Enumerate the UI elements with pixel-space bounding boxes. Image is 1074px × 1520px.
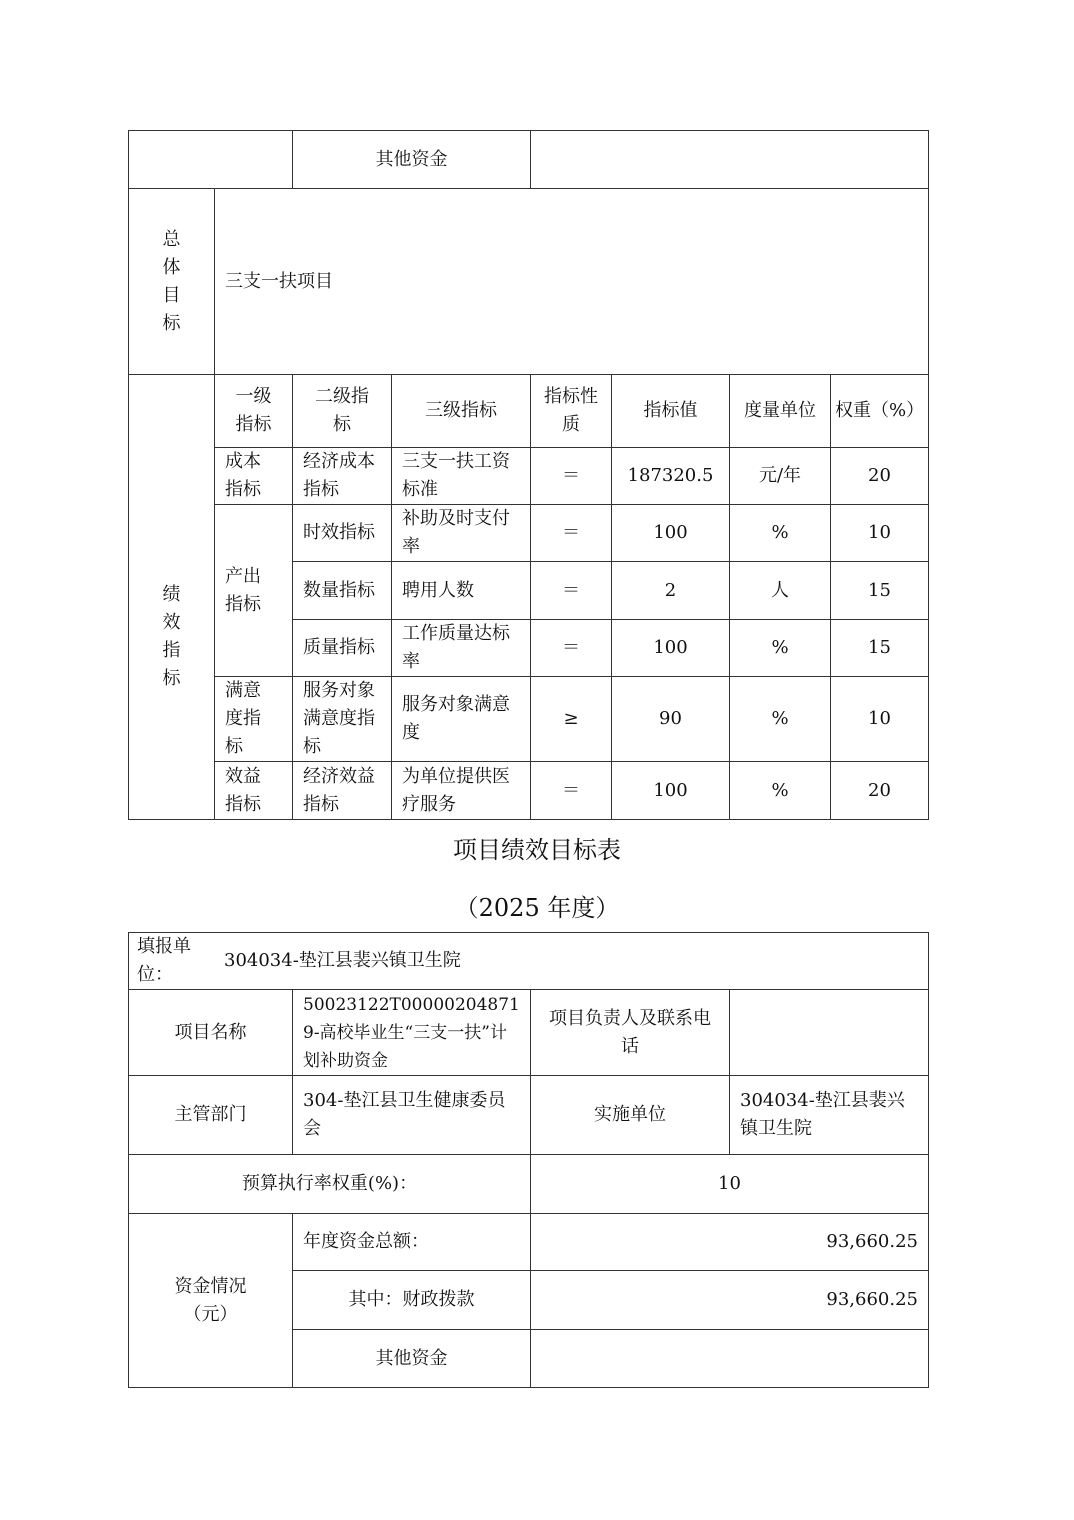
output-l1: 产出指标	[225, 565, 261, 615]
row1-unit: %	[771, 522, 789, 543]
row2-unit: 人	[771, 579, 789, 601]
annual-total-value: 93,660.25	[826, 1231, 918, 1252]
header-l1: 一级指标	[235, 386, 272, 435]
unit-label: 填报单位：	[137, 936, 191, 985]
row4-weight: 10	[868, 708, 891, 729]
row4-unit: %	[771, 708, 789, 729]
unit-value: 304034-垫江县裴兴镇卫生院	[224, 950, 461, 971]
row2-l3: 聘用人数	[402, 579, 474, 601]
budget-rate-label: 预算执行率权重(%)：	[241, 1173, 418, 1194]
row3-l2: 质量指标	[303, 637, 375, 658]
row5-l1: 效益指标	[225, 765, 261, 815]
page-title: 项目绩效目标表	[453, 836, 621, 864]
project-name-label: 项目名称	[174, 1021, 247, 1043]
row2-value: 2	[664, 579, 677, 601]
row2-weight: 15	[868, 579, 891, 601]
row5-l2: 经济效益指标	[303, 765, 375, 815]
row5-weight: 20	[868, 779, 891, 801]
row0-unit: 元/年	[758, 465, 802, 486]
header-l3: 三级指标	[425, 400, 497, 421]
row0-l3: 三支一扶工资标准	[402, 451, 510, 500]
annual-total-label: 年度资金总额：	[303, 1231, 429, 1252]
fiscal-label: 其中：财政拨款	[348, 1289, 475, 1310]
funds-label: 资金情况（元）	[174, 1275, 247, 1325]
row4-l1: 满意度指标	[225, 680, 261, 757]
row3-l3: 工作质量达标率	[402, 623, 510, 672]
row5-nature: ＝	[562, 779, 580, 801]
project-name-value: 50023122T000002048719-高校毕业生“三支一扶”计划补助资金	[303, 994, 520, 1071]
other-funds-value	[531, 1330, 928, 1387]
row0-weight: 20	[868, 465, 891, 486]
goal-label: 总 体 目 标	[162, 228, 181, 334]
row1-weight: 10	[868, 522, 891, 543]
row1-l3: 补助及时支付率	[402, 508, 510, 557]
header-unit: 度量单位	[744, 400, 816, 421]
header-value: 指标值	[643, 400, 698, 421]
row2-nature: ＝	[562, 579, 580, 601]
row0-l2: 经济成本指标	[303, 451, 375, 500]
top-other-funds-label: 其他资金	[375, 148, 448, 170]
contact-label: 项目负责人及联系电话	[549, 1007, 711, 1057]
dept-label: 主管部门	[174, 1104, 247, 1125]
page-subtitle: （2025 年度）	[454, 894, 620, 922]
impl-value: 304034-垫江县裴兴镇卫生院	[740, 1090, 905, 1139]
perf-label: 绩 效 指 标	[162, 584, 181, 689]
budget-rate-value: 10	[718, 1173, 741, 1194]
row3-nature: ＝	[562, 637, 580, 658]
row1-value: 100	[653, 522, 688, 543]
fiscal-value: 93,660.25	[826, 1289, 918, 1310]
row3-weight: 15	[868, 637, 891, 658]
row1-nature: ＝	[562, 522, 580, 543]
row4-value: 90	[659, 708, 682, 729]
row0-l1: 成本指标	[225, 451, 261, 500]
row4-l3: 服务对象满意度	[402, 694, 510, 743]
row4-l2: 服务对象满意度指标	[303, 680, 375, 757]
impl-label: 实施单位	[594, 1104, 666, 1125]
other-funds-label: 其他资金	[375, 1347, 448, 1369]
contact-value	[730, 990, 928, 1075]
row0-nature: ＝	[562, 465, 580, 486]
header-l2: 二级指标	[315, 386, 369, 435]
row3-unit: %	[771, 637, 789, 658]
row2-l2: 数量指标	[303, 579, 375, 601]
row0-value: 187320.5	[627, 465, 714, 486]
header-weight: 权重（%）	[835, 400, 925, 421]
row5-value: 100	[653, 779, 688, 801]
row5-l3: 为单位提供医疗服务	[402, 765, 510, 815]
top-other-funds-value	[531, 131, 928, 188]
row1-l2: 时效指标	[303, 522, 375, 543]
goal-text: 三支一扶项目	[225, 270, 333, 292]
header-nature: 指标性质	[544, 386, 598, 435]
row3-value: 100	[653, 637, 688, 658]
dept-value: 304-垫江县卫生健康委员会	[303, 1090, 506, 1139]
row5-unit: %	[771, 779, 789, 801]
row4-nature: ≥	[563, 708, 579, 729]
